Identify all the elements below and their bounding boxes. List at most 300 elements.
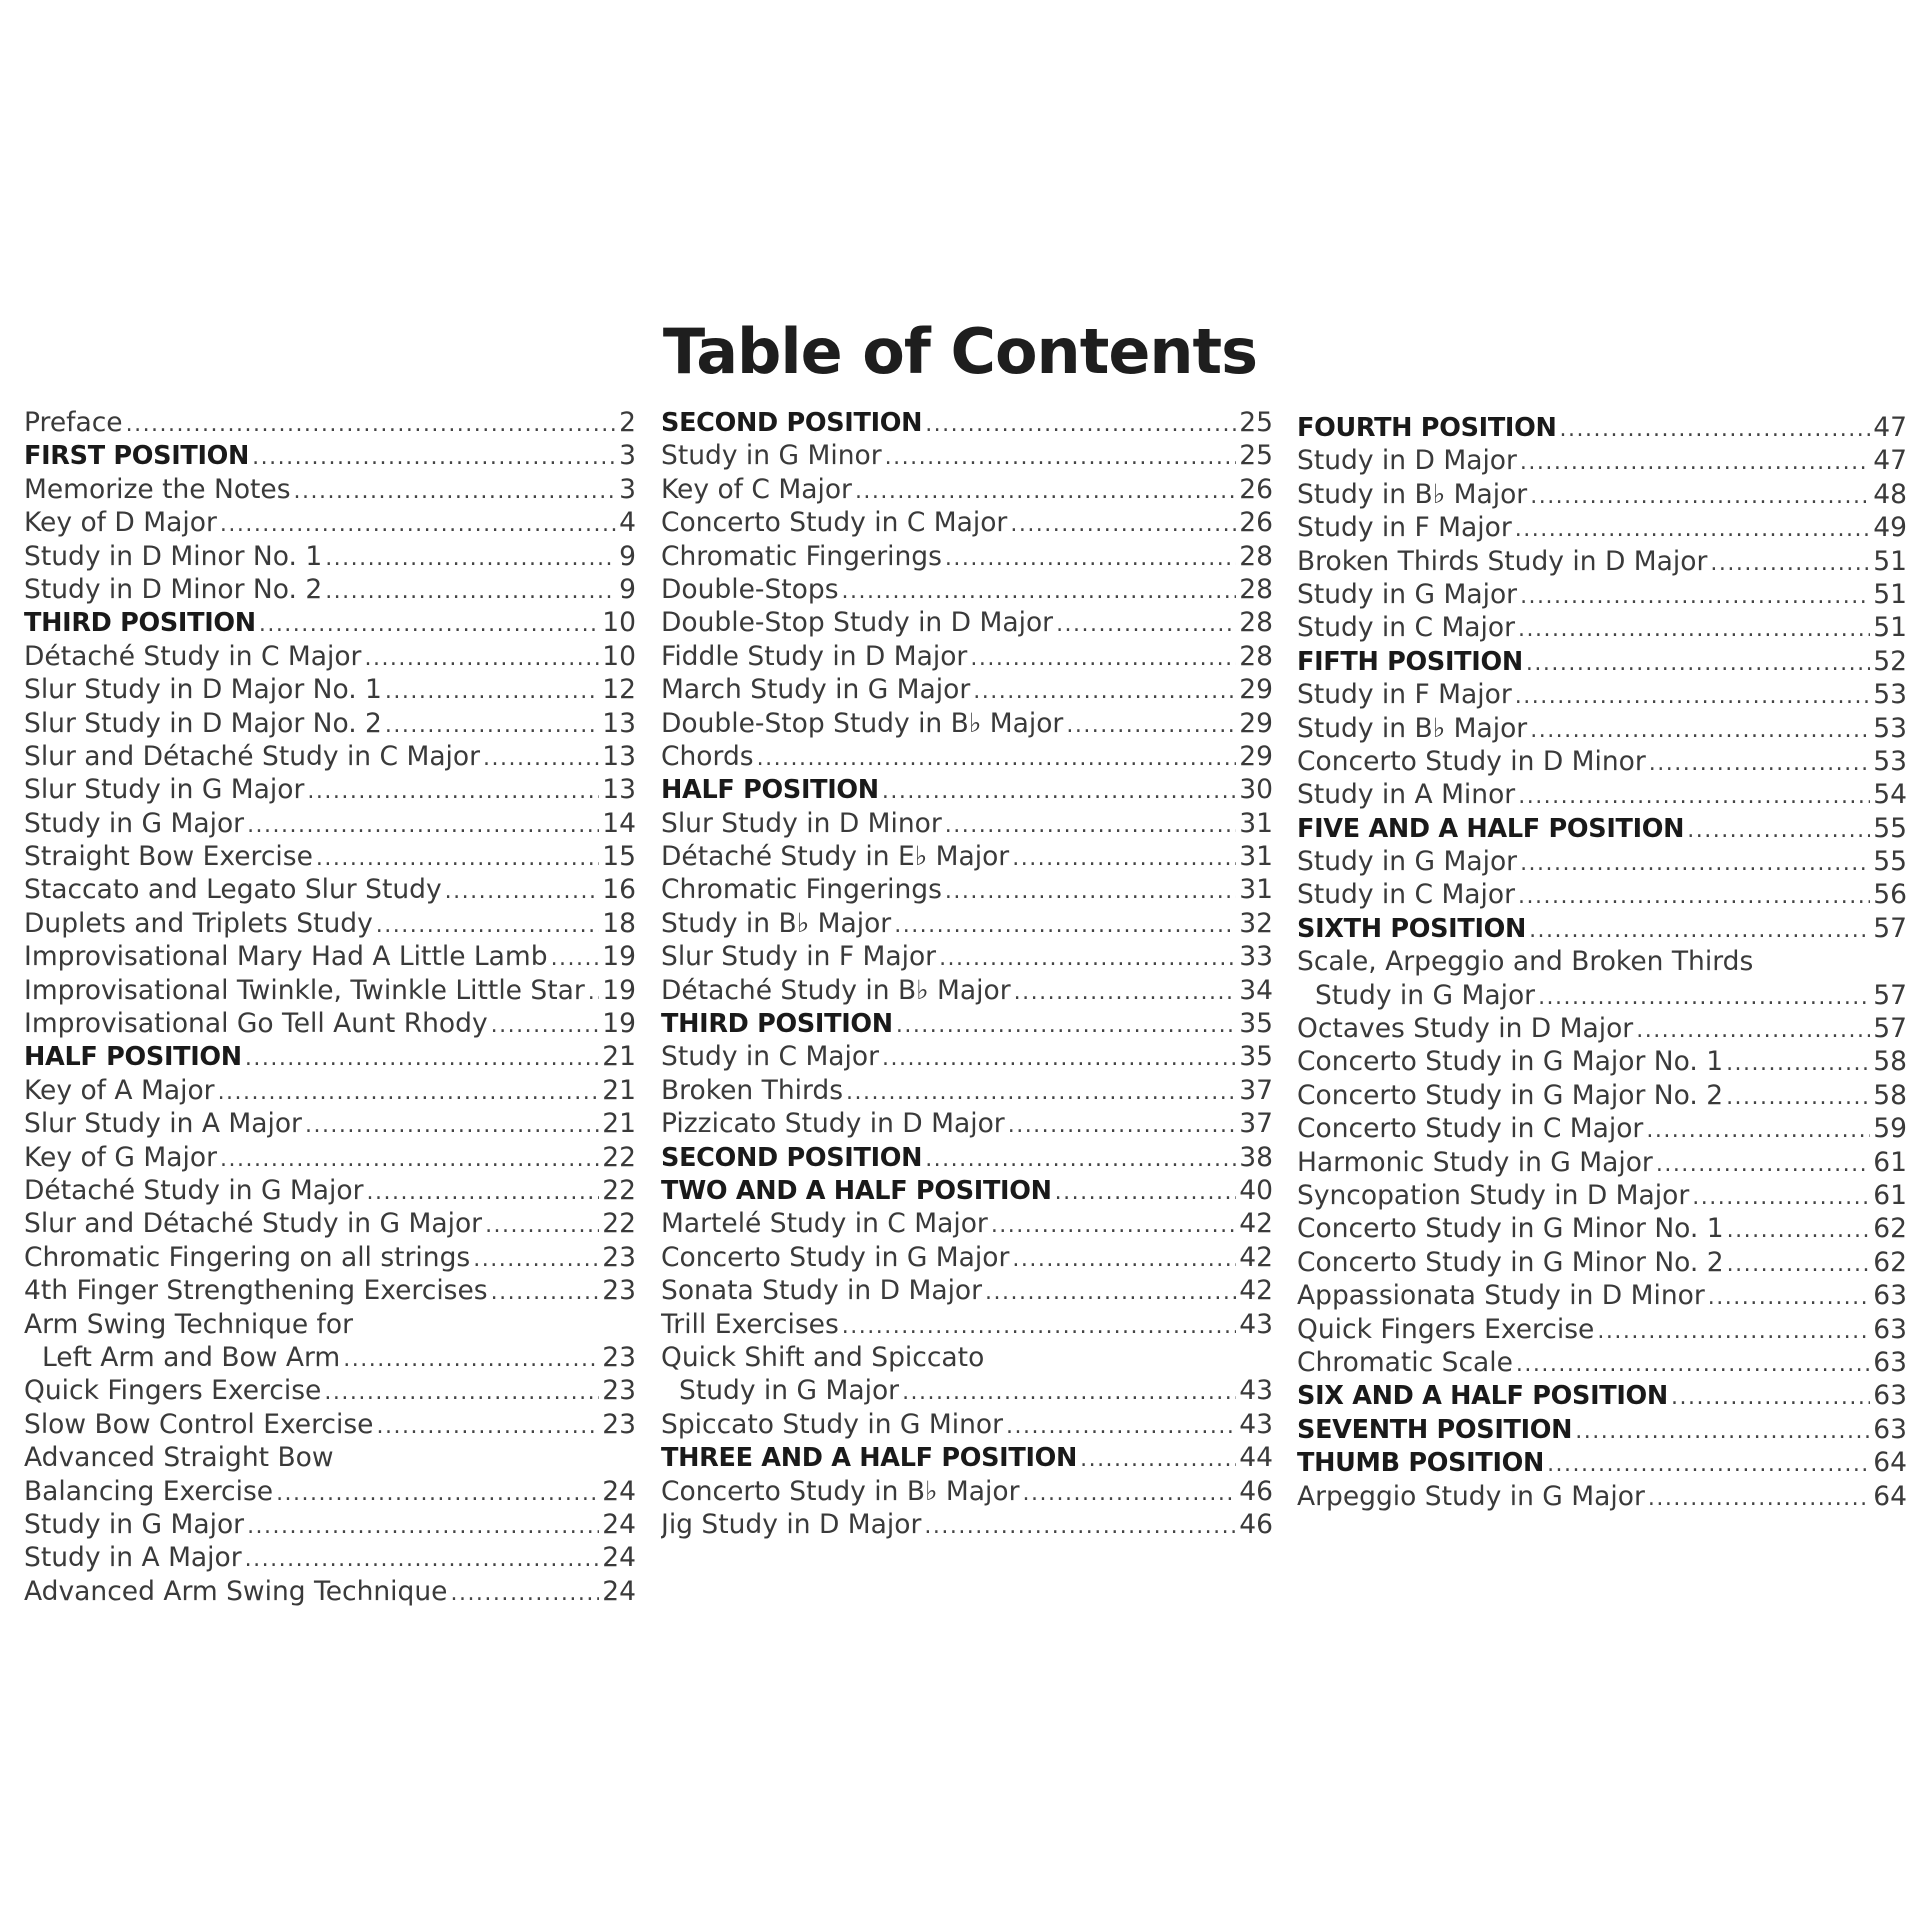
- toc-entry: [661, 640, 1273, 673]
- toc-entry-page-number: 26: [1239, 507, 1273, 539]
- toc-entry: [24, 1141, 636, 1174]
- toc-entry-label: Study in B♭ Major: [1297, 478, 1528, 510]
- dot-leader: [450, 1577, 599, 1608]
- toc-entry-page-number: 35: [1239, 1041, 1273, 1073]
- toc-entry-page-number: 23: [602, 1341, 636, 1373]
- toc-entry-label: Concerto Study in G Major No. 2: [1297, 1079, 1724, 1111]
- toc-entry: [24, 707, 636, 740]
- toc-entry: [24, 406, 636, 439]
- toc-entry-label: Study in G Major: [1297, 578, 1518, 610]
- toc-entry: [1297, 878, 1907, 911]
- toc-entry-page-number: 33: [1239, 941, 1273, 973]
- toc-entry-page-number: 19: [602, 941, 636, 973]
- dot-leader: [1012, 842, 1236, 873]
- dot-leader: [343, 1343, 599, 1374]
- toc-entry-page-number: 37: [1239, 1108, 1273, 1140]
- toc-entry: [24, 1374, 636, 1407]
- dot-leader: [491, 1276, 600, 1307]
- toc-entry-page-number: 58: [1873, 1046, 1907, 1078]
- toc-entry-page-number: 23: [602, 1275, 636, 1307]
- toc-entry: [661, 1374, 1273, 1407]
- dot-leader: [1080, 1443, 1236, 1474]
- toc-entry: [661, 1475, 1273, 1508]
- toc-entry-page-number: 53: [1873, 679, 1907, 711]
- toc-entry-page-number: 52: [1873, 645, 1907, 677]
- toc-entry-page-number: 22: [602, 1174, 636, 1206]
- dot-leader: [491, 1009, 600, 1040]
- dot-leader: [1560, 413, 1871, 444]
- toc-entry: [661, 606, 1273, 639]
- toc-entry: [24, 573, 636, 606]
- toc-entry-label: Arm Swing Technique for: [24, 1308, 353, 1340]
- toc-entry: [1297, 1179, 1907, 1212]
- toc-entry: [1297, 778, 1907, 811]
- dot-leader: [985, 1276, 1236, 1307]
- dot-leader: [1656, 1148, 1870, 1179]
- toc-entry-label: Improvisational Twinkle, Twinkle Little Star: [24, 974, 585, 1006]
- toc-section-heading: [24, 1040, 636, 1073]
- dot-leader: [1649, 747, 1870, 778]
- dot-leader: [307, 775, 599, 806]
- toc-entry-label: Study in G Major: [679, 1375, 900, 1407]
- toc-entry-page-number: 47: [1873, 445, 1907, 477]
- toc-entry-label: Advanced Straight Bow: [24, 1442, 334, 1474]
- toc-entry-label: Study in D Minor No. 2: [24, 573, 323, 605]
- toc-entry-page-number: 24: [602, 1542, 636, 1574]
- toc-entry-page-number: 42: [1239, 1241, 1273, 1273]
- toc-column-3: [1297, 411, 1907, 1513]
- toc-entry: [661, 1274, 1273, 1307]
- dot-leader: [1006, 1410, 1236, 1441]
- dot-leader: [945, 875, 1236, 906]
- toc-entry-page-number: 38: [1239, 1141, 1273, 1173]
- toc-entry-page-number: 32: [1239, 907, 1273, 939]
- toc-entry-page-number: 58: [1873, 1079, 1907, 1111]
- toc-entry-label: SIX AND A HALF POSITION: [1297, 1381, 1668, 1412]
- toc-entry: [661, 1074, 1273, 1107]
- toc-entry: [1297, 1012, 1907, 1045]
- dot-leader: [1646, 1114, 1870, 1145]
- dot-leader: [1518, 880, 1870, 911]
- toc-entry-page-number: 24: [602, 1475, 636, 1507]
- toc-entry: [1297, 945, 1907, 978]
- toc-entry: [1297, 478, 1907, 511]
- toc-column-2: [661, 406, 1273, 1541]
- dot-leader: [1056, 608, 1236, 639]
- toc-entry-label: Left Arm and Bow Arm: [42, 1341, 341, 1373]
- toc-entry-label: Quick Shift and Spiccato: [661, 1341, 985, 1373]
- toc-entry-label: Study in B♭ Major: [1297, 712, 1528, 744]
- dot-leader: [1014, 976, 1237, 1007]
- toc-entry-label: HALF POSITION: [661, 775, 879, 806]
- dot-leader: [364, 642, 599, 673]
- dot-leader: [1530, 480, 1870, 511]
- dot-leader: [551, 942, 600, 973]
- toc-entry-page-number: 15: [602, 841, 636, 873]
- toc-entry-label: FIFTH POSITION: [1297, 646, 1523, 677]
- dot-leader: [882, 1042, 1236, 1073]
- toc-entry-label: Study in C Major: [1297, 612, 1516, 644]
- dot-leader: [485, 1209, 599, 1240]
- toc-entry-page-number: 14: [602, 807, 636, 839]
- toc-entry: [24, 740, 636, 773]
- toc-entry: [1297, 1480, 1907, 1513]
- dot-leader: [846, 1076, 1236, 1107]
- toc-entry: [24, 1241, 636, 1274]
- toc-entry-page-number: 23: [602, 1375, 636, 1407]
- toc-entry: [1297, 1313, 1907, 1346]
- toc-entry-page-number: 43: [1239, 1308, 1273, 1340]
- toc-entry: [661, 439, 1273, 472]
- toc-entry-label: Study in G Major: [24, 807, 245, 839]
- toc-entry-page-number: 10: [602, 607, 636, 639]
- toc-entry-label: Broken Thirds Study in D Major: [1297, 545, 1708, 577]
- toc-entry-label: FIRST POSITION: [24, 441, 250, 472]
- toc-section-heading: [24, 606, 636, 639]
- toc-entry-page-number: 61: [1873, 1146, 1907, 1178]
- toc-entry-page-number: 46: [1239, 1475, 1273, 1507]
- dot-leader: [945, 809, 1236, 840]
- toc-entry: [661, 940, 1273, 973]
- toc-entry-label: Study in D Major: [1297, 445, 1517, 477]
- dot-leader: [1515, 513, 1871, 544]
- toc-entry-label: Pizzicato Study in D Major: [661, 1108, 1005, 1140]
- toc-entry-label: Key of D Major: [24, 507, 217, 539]
- toc-entry-label: HALF POSITION: [24, 1042, 242, 1073]
- toc-entry: [1297, 1346, 1907, 1379]
- toc-entry: [24, 1207, 636, 1240]
- toc-section-heading: [1297, 812, 1907, 845]
- toc-entry-page-number: 63: [1873, 1380, 1907, 1412]
- toc-entry-page-number: 57: [1873, 979, 1907, 1011]
- toc-entry: [1297, 1146, 1907, 1179]
- toc-entry-label: Chromatic Fingerings: [661, 540, 942, 572]
- toc-entry-label: SIXTH POSITION: [1297, 913, 1527, 944]
- toc-entry-label: Concerto Study in G Minor No. 2: [1297, 1246, 1724, 1278]
- toc-entry-label: Syncopation Study in D Major: [1297, 1179, 1690, 1211]
- toc-entry-label: Fiddle Study in D Major: [661, 640, 968, 672]
- dot-leader: [1520, 580, 1870, 611]
- dot-leader: [385, 709, 599, 740]
- dot-leader: [1518, 613, 1870, 644]
- toc-entry: [661, 907, 1273, 940]
- toc-entry-label: Study in F Major: [1297, 512, 1512, 544]
- toc-entry: [1297, 611, 1907, 644]
- toc-entry-page-number: 55: [1873, 812, 1907, 844]
- toc-entry: [661, 506, 1273, 539]
- toc-entry: [1297, 1279, 1907, 1312]
- dot-leader: [1687, 814, 1870, 845]
- dot-leader: [945, 542, 1236, 573]
- toc-entry-label: Détaché Study in E♭ Major: [661, 841, 1010, 873]
- toc-entry-label: Duplets and Triplets Study: [24, 907, 373, 939]
- toc-entry: [661, 974, 1273, 1007]
- dot-leader: [1727, 1214, 1871, 1245]
- toc-entry: [24, 1274, 636, 1307]
- dot-leader: [126, 408, 617, 439]
- toc-entry: [24, 473, 636, 506]
- toc-entry-page-number: 61: [1873, 1179, 1907, 1211]
- dot-leader: [1010, 508, 1236, 539]
- dot-leader: [1530, 714, 1870, 745]
- dot-leader: [588, 976, 600, 1007]
- toc-entry: [661, 1207, 1273, 1240]
- toc-entry-label: Concerto Study in G Major No. 1: [1297, 1046, 1724, 1078]
- dot-leader: [376, 1410, 599, 1441]
- toc-entry: [1297, 578, 1907, 611]
- toc-entry-label: Concerto Study in G Major: [661, 1241, 1010, 1273]
- toc-entry: [661, 707, 1273, 740]
- toc-entry-label: Staccato and Legato Slur Study: [24, 874, 442, 906]
- toc-entry-label: Double-Stops: [661, 573, 839, 605]
- toc-section-heading: [1297, 1413, 1907, 1446]
- toc-entry-page-number: 28: [1239, 640, 1273, 672]
- toc-entry-label: Slur Study in D Major No. 1: [24, 674, 382, 706]
- dot-leader: [1520, 847, 1870, 878]
- dot-leader: [376, 909, 600, 940]
- toc-section-heading: [661, 1007, 1273, 1040]
- toc-entry-page-number: 28: [1239, 573, 1273, 605]
- toc-section-heading: [24, 439, 636, 472]
- toc-entry-page-number: 28: [1239, 607, 1273, 639]
- dot-leader: [366, 1176, 599, 1207]
- toc-entry-page-number: 31: [1239, 841, 1273, 873]
- toc-entry-page-number: 24: [602, 1575, 636, 1607]
- toc-entry-label: THIRD POSITION: [661, 1009, 893, 1040]
- toc-entry-label: TWO AND A HALF POSITION: [661, 1175, 1052, 1206]
- toc-entry-label: Spiccato Study in G Minor: [661, 1408, 1004, 1440]
- dot-leader: [1671, 1381, 1870, 1412]
- toc-entry: [661, 1040, 1273, 1073]
- toc-entry-label: Study in A Major: [24, 1542, 242, 1574]
- toc-entry-label: March Study in G Major: [661, 674, 971, 706]
- toc-entry-page-number: 57: [1873, 1013, 1907, 1045]
- dot-leader: [483, 742, 599, 773]
- toc-entry: [24, 506, 636, 539]
- dot-leader: [1710, 547, 1870, 578]
- toc-entry: [661, 840, 1273, 873]
- toc-entry-page-number: 31: [1239, 807, 1273, 839]
- toc-entry-page-number: 37: [1239, 1074, 1273, 1106]
- toc-entry-label: Slur and Détaché Study in C Major: [24, 740, 481, 772]
- toc-entry: [1297, 745, 1907, 778]
- toc-entry: [1297, 1079, 1907, 1112]
- toc-entry: [661, 1308, 1273, 1341]
- toc-entry: [661, 540, 1273, 573]
- toc-entry-label: FIVE AND A HALF POSITION: [1297, 813, 1685, 844]
- toc-entry-page-number: 19: [602, 974, 636, 1006]
- toc-entry-page-number: 23: [602, 1408, 636, 1440]
- toc-entry: [24, 807, 636, 840]
- dot-leader: [305, 1109, 599, 1140]
- dot-leader: [1692, 1181, 1870, 1212]
- toc-entry: [661, 1408, 1273, 1441]
- dot-leader: [1708, 1281, 1871, 1312]
- dot-leader: [473, 1243, 599, 1274]
- toc-entry-page-number: 34: [1239, 974, 1273, 1006]
- dot-leader: [1055, 1176, 1237, 1207]
- toc-entry-page-number: 54: [1873, 779, 1907, 811]
- toc-entry-label: Preface: [24, 407, 123, 438]
- toc-entry: [24, 907, 636, 940]
- toc-entry-page-number: 46: [1239, 1508, 1273, 1540]
- dot-leader: [259, 608, 599, 639]
- toc-entry: [24, 1508, 636, 1541]
- toc-entry: [24, 1341, 636, 1374]
- dot-leader: [247, 1510, 599, 1541]
- toc-entry-label: Quick Fingers Exercise: [24, 1375, 322, 1407]
- toc-entry: [661, 873, 1273, 906]
- toc-entry: [1297, 1112, 1907, 1145]
- toc-entry: [1297, 444, 1907, 477]
- toc-entry-page-number: 24: [602, 1508, 636, 1540]
- toc-entry-page-number: 64: [1873, 1447, 1907, 1479]
- dot-leader: [842, 1310, 1236, 1341]
- toc-entry-label: Slur Study in G Major: [24, 774, 305, 806]
- toc-entry-page-number: 9: [619, 573, 636, 605]
- toc-entry-page-number: 44: [1239, 1442, 1273, 1474]
- toc-entry-page-number: 30: [1239, 774, 1273, 806]
- toc-entry-label: Double-Stop Study in B♭ Major: [661, 707, 1064, 739]
- toc-entry-label: Slur Study in F Major: [661, 941, 937, 973]
- toc-section-heading: [1297, 645, 1907, 678]
- toc-entry-label: Study in F Major: [1297, 679, 1512, 711]
- toc-entry-page-number: 29: [1239, 740, 1273, 772]
- toc-entry-label: Study in G Major: [1297, 846, 1518, 878]
- dot-leader: [1648, 1482, 1870, 1513]
- toc-entry-label: Study in G Major: [24, 1508, 245, 1540]
- dot-leader: [1516, 1348, 1870, 1379]
- toc-entry-label: Concerto Study in D Minor: [1297, 745, 1646, 777]
- toc-entry-label: Slur and Détaché Study in G Major: [24, 1208, 483, 1240]
- toc-entry: [1297, 1045, 1907, 1078]
- toc-entry-page-number: 62: [1873, 1213, 1907, 1245]
- toc-entry-page-number: 29: [1239, 674, 1273, 706]
- toc-section-heading: [661, 406, 1273, 439]
- toc-entry: [661, 1107, 1273, 1140]
- toc-entry-page-number: 19: [602, 1008, 636, 1040]
- dot-leader: [245, 1543, 600, 1574]
- toc-entry-page-number: 21: [602, 1108, 636, 1140]
- toc-entry-label: Octaves Study in D Major: [1297, 1013, 1634, 1045]
- dot-leader: [855, 475, 1236, 506]
- dot-leader: [973, 675, 1236, 706]
- toc-entry-page-number: 13: [602, 774, 636, 806]
- toc-entry-label: Study in C Major: [661, 1041, 880, 1073]
- dot-leader: [1008, 1109, 1237, 1140]
- toc-entry-page-number: 51: [1873, 612, 1907, 644]
- toc-entry-page-number: 28: [1239, 540, 1273, 572]
- toc-entry-page-number: 23: [602, 1241, 636, 1273]
- toc-entry-page-number: 59: [1873, 1113, 1907, 1145]
- toc-entry: [24, 540, 636, 573]
- toc-entry: [24, 673, 636, 706]
- dot-leader: [218, 1076, 600, 1107]
- toc-entry: [661, 573, 1273, 606]
- toc-entry-page-number: 35: [1239, 1008, 1273, 1040]
- toc-entry: [24, 1007, 636, 1040]
- toc-entry-label: Memorize the Notes: [24, 473, 291, 505]
- toc-entry-page-number: 43: [1239, 1408, 1273, 1440]
- toc-entry-label: Broken Thirds: [661, 1074, 844, 1106]
- dot-leader: [885, 441, 1237, 472]
- toc-section-heading: [661, 1174, 1273, 1207]
- toc-entry: [661, 673, 1273, 706]
- toc-entry-page-number: 21: [602, 1041, 636, 1073]
- dot-leader: [324, 1376, 599, 1407]
- toc-entry-page-number: 13: [602, 740, 636, 772]
- toc-entry-label: Quick Fingers Exercise: [1297, 1313, 1595, 1345]
- toc-entry-page-number: 57: [1873, 912, 1907, 944]
- toc-entry: [24, 1408, 636, 1441]
- dot-leader: [925, 408, 1236, 439]
- toc-entry: [24, 940, 636, 973]
- toc-entry-page-number: 21: [602, 1074, 636, 1106]
- dot-leader: [1066, 709, 1236, 740]
- toc-entry-page-number: 62: [1873, 1246, 1907, 1278]
- toc-entry-page-number: 42: [1239, 1275, 1273, 1307]
- toc-entry-label: THUMB POSITION: [1297, 1448, 1545, 1479]
- toc-entry-label: Slur Study in D Major No. 2: [24, 707, 382, 739]
- toc-entry-page-number: 9: [619, 540, 636, 572]
- toc-entry-label: Harmonic Study in G Major: [1297, 1146, 1653, 1178]
- toc-entry-page-number: 64: [1873, 1480, 1907, 1512]
- toc-section-heading: [1297, 1446, 1907, 1479]
- dot-leader: [445, 875, 600, 906]
- dot-leader: [842, 575, 1237, 606]
- toc-entry: [24, 873, 636, 906]
- toc-entry: [24, 1441, 636, 1474]
- toc-entry-page-number: 53: [1873, 712, 1907, 744]
- toc-entry-label: Study in D Minor No. 1: [24, 540, 323, 572]
- toc-entry: [24, 1174, 636, 1207]
- toc-entry-label: Concerto Study in C Major: [661, 507, 1008, 539]
- toc-entry-page-number: 48: [1873, 478, 1907, 510]
- toc-entry-page-number: 43: [1239, 1375, 1273, 1407]
- dot-leader: [1538, 981, 1870, 1012]
- toc-section-heading: [661, 773, 1273, 806]
- toc-entry-page-number: 42: [1239, 1208, 1273, 1240]
- toc-entry-label: Slur Study in A Major: [24, 1108, 302, 1140]
- dot-leader: [325, 542, 616, 573]
- toc-entry: [24, 1107, 636, 1140]
- toc-entry-label: THREE AND A HALF POSITION: [661, 1443, 1078, 1474]
- toc-entry-page-number: 31: [1239, 874, 1273, 906]
- dot-leader: [1547, 1448, 1870, 1479]
- toc-entry-page-number: 63: [1873, 1280, 1907, 1312]
- dot-leader: [882, 775, 1236, 806]
- dot-leader: [276, 1477, 599, 1508]
- toc-entry-label: Sonata Study in D Major: [661, 1275, 983, 1307]
- dot-leader: [252, 441, 616, 472]
- dot-leader: [902, 1376, 1236, 1407]
- toc-section-heading: [1297, 912, 1907, 945]
- toc-entry-label: Trill Exercises: [661, 1308, 839, 1340]
- dot-leader: [294, 475, 617, 506]
- dot-leader: [925, 1143, 1236, 1174]
- toc-entry-label: Key of A Major: [24, 1074, 215, 1106]
- toc-entry-page-number: 22: [602, 1141, 636, 1173]
- toc-entry-label: Chromatic Scale: [1297, 1346, 1513, 1378]
- dot-leader: [1518, 780, 1870, 811]
- toc-entry-label: Study in B♭ Major: [661, 907, 892, 939]
- dot-leader: [1726, 1047, 1870, 1078]
- dot-leader: [247, 809, 599, 840]
- dot-leader: [385, 675, 599, 706]
- toc-entry-label: Concerto Study in G Minor No. 1: [1297, 1213, 1724, 1245]
- toc-entry: [661, 740, 1273, 773]
- toc-entry-page-number: 29: [1239, 707, 1273, 739]
